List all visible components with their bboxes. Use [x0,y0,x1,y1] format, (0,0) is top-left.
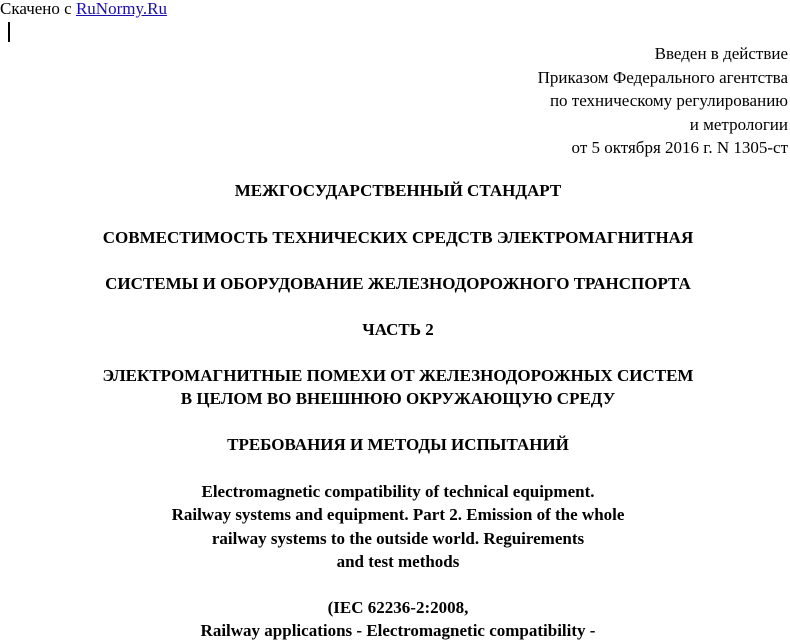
english-title-line: Electromagnetic compatibility of technical equipment. [201,482,595,501]
title-line-2: СИСТЕМЫ И ОБОРУДОВАНИЕ ЖЕЛЕЗНОДОРОЖНОГО ТРАНСПОРТА [105,274,691,293]
title-line-1: СОВМЕСТИМОСТЬ ТЕХНИЧЕСКИХ СРЕДСТВ ЭЛЕКТРОМАГНИТНАЯ [102,228,694,247]
enactment-line: Введен в действие [654,44,788,63]
standard-type-heading: МЕЖГОСУДАРСТВЕННЫЙ СТАНДАРТ [234,181,562,200]
english-title-line: and test methods [336,551,460,571]
english-title [0,480,790,573]
requirements-heading: ТРЕБОВАНИЯ И МЕТОДЫ ИСПЫТАНИЙ [227,435,569,454]
part-heading: ЧАСТЬ 2 [362,320,434,339]
english-title-line: railway systems to the outside world. Reguirements [211,528,585,548]
enactment-line: по техническому регулированию [549,91,788,110]
iec-reference: (IEC 62236-2:2008, [327,598,469,617]
source-prefix: Скачено с [0,0,76,18]
subtitle-line-1: ЭЛЕКТРОМАГНИТНЫЕ ПОМЕХИ ОТ ЖЕЛЕЗНОДОРОЖНЫХ СИСТЕМ [102,366,694,385]
enactment-line: от 5 октября 2016 г. N 1305-ст [571,138,788,157]
enactment-line: и метрологии [689,114,788,134]
subtitle-line-2: В ЦЕЛОМ ВО ВНЕШНЮЮ ОКРУЖАЮЩУЮ СРЕДУ [180,389,616,408]
text-cursor [8,22,10,42]
source-link[interactable]: RuNormy.Ru [75,0,167,18]
enactment-block [538,42,788,160]
source-line [0,0,167,20]
english-title-line: Railway systems and equipment. Part 2. Emission of the whole [171,505,625,525]
enactment-line: Приказом Федерального агентства [537,67,788,87]
iec-title: Railway applications - Electromagnetic compatibility - [200,621,596,640]
